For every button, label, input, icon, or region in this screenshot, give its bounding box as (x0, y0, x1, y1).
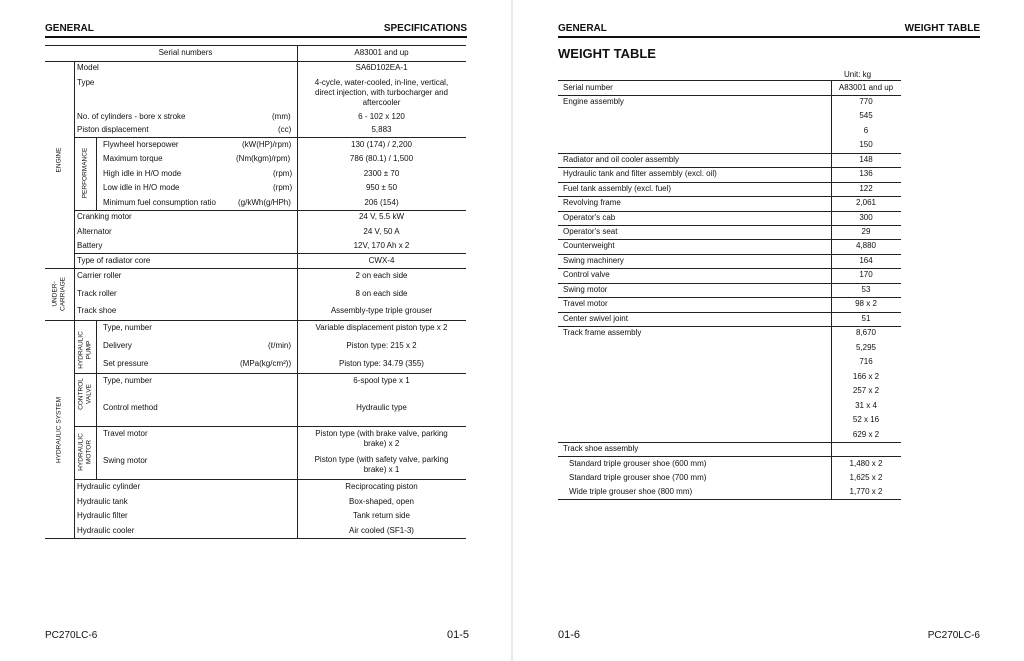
spec-value: Tank return side (353, 511, 410, 520)
weight-value: 4,880 (855, 241, 877, 250)
weight-value: 53 (861, 285, 871, 294)
weight-table-page (513, 0, 1024, 661)
specifications-page (0, 0, 511, 661)
group-hydraulic-motor-line2: MOTOR (85, 439, 93, 465)
spec-value: 130 (174) / 2,200 (351, 140, 412, 149)
group-engine: ENGINE (55, 147, 63, 173)
weight-item: Swing motor (563, 285, 608, 294)
spec-item: Travel motor (103, 429, 148, 438)
spec-unit: (cc) (278, 125, 292, 134)
group-hydraulic-motor-line1: HYDRAULIC (77, 433, 85, 471)
serial-numbers-label: Serial numbers (158, 48, 213, 57)
footer-page-number: 01-6 (558, 629, 581, 641)
weight-value: 257 x 2 (852, 386, 880, 395)
spec-item: Low idle in H/O mode (103, 183, 180, 192)
spec-value: 8 on each side (355, 289, 408, 298)
weight-value: 122 (859, 184, 873, 193)
spec-item: High idle in H/O mode (103, 169, 182, 178)
spec-value-line3: aftercooler (362, 98, 401, 107)
spec-value: 950 ± 50 (365, 183, 398, 192)
spec-item: Piston displacement (77, 125, 149, 134)
serial-numbers-value: A83001 and up (354, 48, 409, 57)
weight-value: 6 (863, 126, 869, 135)
header-section-label: GENERAL (45, 23, 94, 34)
weight-value: 51 (861, 314, 871, 323)
group-undercarriage-line2: CARRIAGE (59, 277, 67, 311)
weight-value: 98 x 2 (855, 299, 877, 308)
spec-item: Set pressure (103, 359, 149, 368)
spec-item: Hydraulic tank (77, 497, 128, 506)
weight-value: 52 x 16 (852, 415, 880, 424)
spec-unit: (MPa(kg/cm²)) (240, 359, 292, 368)
spec-item: Hydraulic cylinder (77, 482, 141, 491)
spec-unit: (ℓ/min) (268, 341, 292, 350)
spec-item: Cranking motor (77, 212, 132, 221)
group-control-valve-line1: CONTROL (77, 378, 85, 410)
spec-value: Assembly-type triple grouser (330, 306, 433, 315)
header-page-title: SPECIFICATIONS (383, 23, 467, 34)
group-hydraulic-system: HYDRAULIC SYSTEM (55, 396, 63, 464)
spec-item: Type (77, 78, 95, 87)
page-header (45, 22, 467, 38)
spec-value: 24 V, 50 A (363, 227, 400, 236)
spec-unit: (g/kWh(g/HPh) (238, 198, 291, 207)
weight-item: Track shoe assembly (563, 444, 639, 453)
weight-item: Track frame assembly (563, 328, 642, 337)
spec-item: Swing motor (103, 456, 148, 465)
spec-item: Flywheel horsepower (103, 140, 179, 149)
weight-item: Wide triple grouser shoe (800 mm) (569, 487, 693, 496)
weight-value: 770 (859, 97, 873, 106)
weight-value: 2,061 (855, 198, 877, 207)
weight-item: Center swivel joint (563, 314, 628, 323)
spec-unit: (rpm) (273, 169, 293, 178)
weight-item: Radiator and oil cooler assembly (563, 155, 680, 164)
spec-value: CWX-4 (368, 256, 395, 265)
spec-value: Piston type: 215 x 2 (346, 341, 417, 350)
spec-item: Track roller (77, 289, 117, 298)
spec-value: 5,883 (371, 125, 392, 134)
spec-item: Minimum fuel consumption ratio (103, 198, 216, 207)
group-undercarriage-line1: UNDER- (51, 281, 59, 307)
weight-value: 1,770 x 2 (849, 487, 883, 496)
spec-item: Track shoe (77, 306, 117, 315)
spec-value-line2: brake) x 2 (363, 439, 400, 448)
spec-value: Piston type (with safety valve, parking (314, 455, 449, 464)
spec-unit: (mm) (272, 112, 291, 121)
spec-value: SA6D102EA-1 (355, 63, 408, 72)
weight-header-value: A83001 and up (838, 83, 894, 92)
weight-value: 8,670 (855, 328, 877, 337)
spec-item: Model (77, 63, 99, 72)
unit-label: Unit: kg (844, 70, 872, 79)
page-header (558, 22, 980, 38)
spec-value: Box-shaped, open (349, 497, 414, 506)
spec-value: Piston type (with brake valve, parking (315, 429, 448, 438)
weight-value: 150 (859, 140, 873, 149)
spec-unit: (kW(HP)/rpm) (242, 140, 292, 149)
spec-item: Carrier roller (77, 271, 122, 280)
spec-item: Hydraulic filter (77, 511, 128, 520)
weight-value: 716 (859, 357, 873, 366)
spec-value: 2 on each side (355, 271, 408, 280)
footer-model: PC270LC-6 (927, 630, 980, 641)
weight-value: 1,480 x 2 (849, 459, 883, 468)
weight-value: 5,295 (855, 343, 877, 352)
spec-item: Battery (77, 241, 103, 250)
group-hydraulic-pump-line1: HYDRAULIC (77, 331, 85, 369)
weight-item: Engine assembly (563, 97, 624, 106)
weight-value: 545 (859, 111, 873, 120)
spec-value: 4-cycle, water-cooled, in-line, vertical, (314, 78, 449, 87)
weight-item: Fuel tank assembly (excl. fuel) (563, 184, 672, 193)
footer-page-number: 01-5 (447, 629, 470, 641)
group-control-valve-line2: VALVE (85, 384, 93, 404)
weight-item: Hydraulic tank and filter assembly (excl. oil) (563, 169, 717, 178)
spec-item: Type, number (103, 376, 152, 385)
spec-value: 2300 ± 70 (363, 169, 400, 178)
header-section-label: GENERAL (558, 23, 607, 34)
group-performance: PERFORMANCE (81, 147, 89, 199)
spec-value: Reciprocating piston (345, 482, 418, 491)
weight-value: 136 (859, 169, 873, 178)
header-page-title: WEIGHT TABLE (904, 23, 980, 34)
spec-item: Alternator (77, 227, 112, 236)
weight-item: Operator's cab (563, 213, 616, 222)
spec-item: Delivery (103, 341, 132, 350)
weight-header-item: Serial number (563, 83, 613, 92)
weight-item: Travel motor (563, 299, 608, 308)
spec-item: Type, number (103, 323, 152, 332)
spec-item: Maximum torque (103, 154, 163, 163)
spec-value: 6 - 102 x 120 (358, 112, 405, 121)
spec-item: Control method (103, 403, 158, 412)
weight-item: Swing machinery (563, 256, 624, 265)
spec-value: 12V, 170 Ah x 2 (353, 241, 410, 250)
spec-value: Piston type: 34.79 (355) (339, 359, 424, 368)
weight-value: 1,625 x 2 (849, 473, 883, 482)
footer-model: PC270LC-6 (45, 630, 98, 641)
weight-value: 31 x 4 (855, 401, 877, 410)
weight-value: 29 (861, 227, 871, 236)
weight-item: Standard triple grouser shoe (600 mm) (569, 459, 707, 468)
group-hydraulic-pump-line2: PUMP (85, 340, 93, 360)
weight-item: Control valve (563, 270, 610, 279)
weight-value: 164 (859, 256, 873, 265)
spec-unit: (rpm) (273, 183, 293, 192)
weight-item: Standard triple grouser shoe (700 mm) (569, 473, 707, 482)
weight-value: 166 x 2 (852, 372, 880, 381)
spec-value: 24 V, 5.5 kW (358, 212, 405, 221)
spec-value: Variable displacement piston type x 2 (315, 323, 448, 332)
weight-item: Counterweight (563, 241, 615, 250)
spec-item: Type of radiator core (77, 256, 151, 265)
weight-item: Revolving frame (563, 198, 621, 207)
weight-value: 148 (859, 155, 873, 164)
spec-value: Air cooled (SF1-3) (349, 526, 414, 535)
spec-value: 786 (80.1) / 1,500 (349, 154, 414, 163)
weight-item: Operator's seat (563, 227, 618, 236)
spec-value-line2: brake) x 1 (363, 465, 400, 474)
spec-unit: (Nm(kgm)/rpm) (236, 154, 291, 163)
page-title: WEIGHT TABLE (558, 46, 656, 61)
weight-value: 629 x 2 (852, 430, 880, 439)
spec-value-line2: direct injection, with turbocharger and (315, 88, 448, 97)
spec-value: 6-spool type x 1 (353, 376, 410, 385)
spec-value: Hydraulic type (356, 403, 407, 412)
weight-value: 300 (859, 213, 873, 222)
spec-item: No. of cylinders - bore x stroke (77, 112, 186, 121)
spec-value: 206 (154) (364, 198, 399, 207)
weight-value: 170 (859, 270, 873, 279)
spec-item: Hydraulic cooler (77, 526, 135, 535)
